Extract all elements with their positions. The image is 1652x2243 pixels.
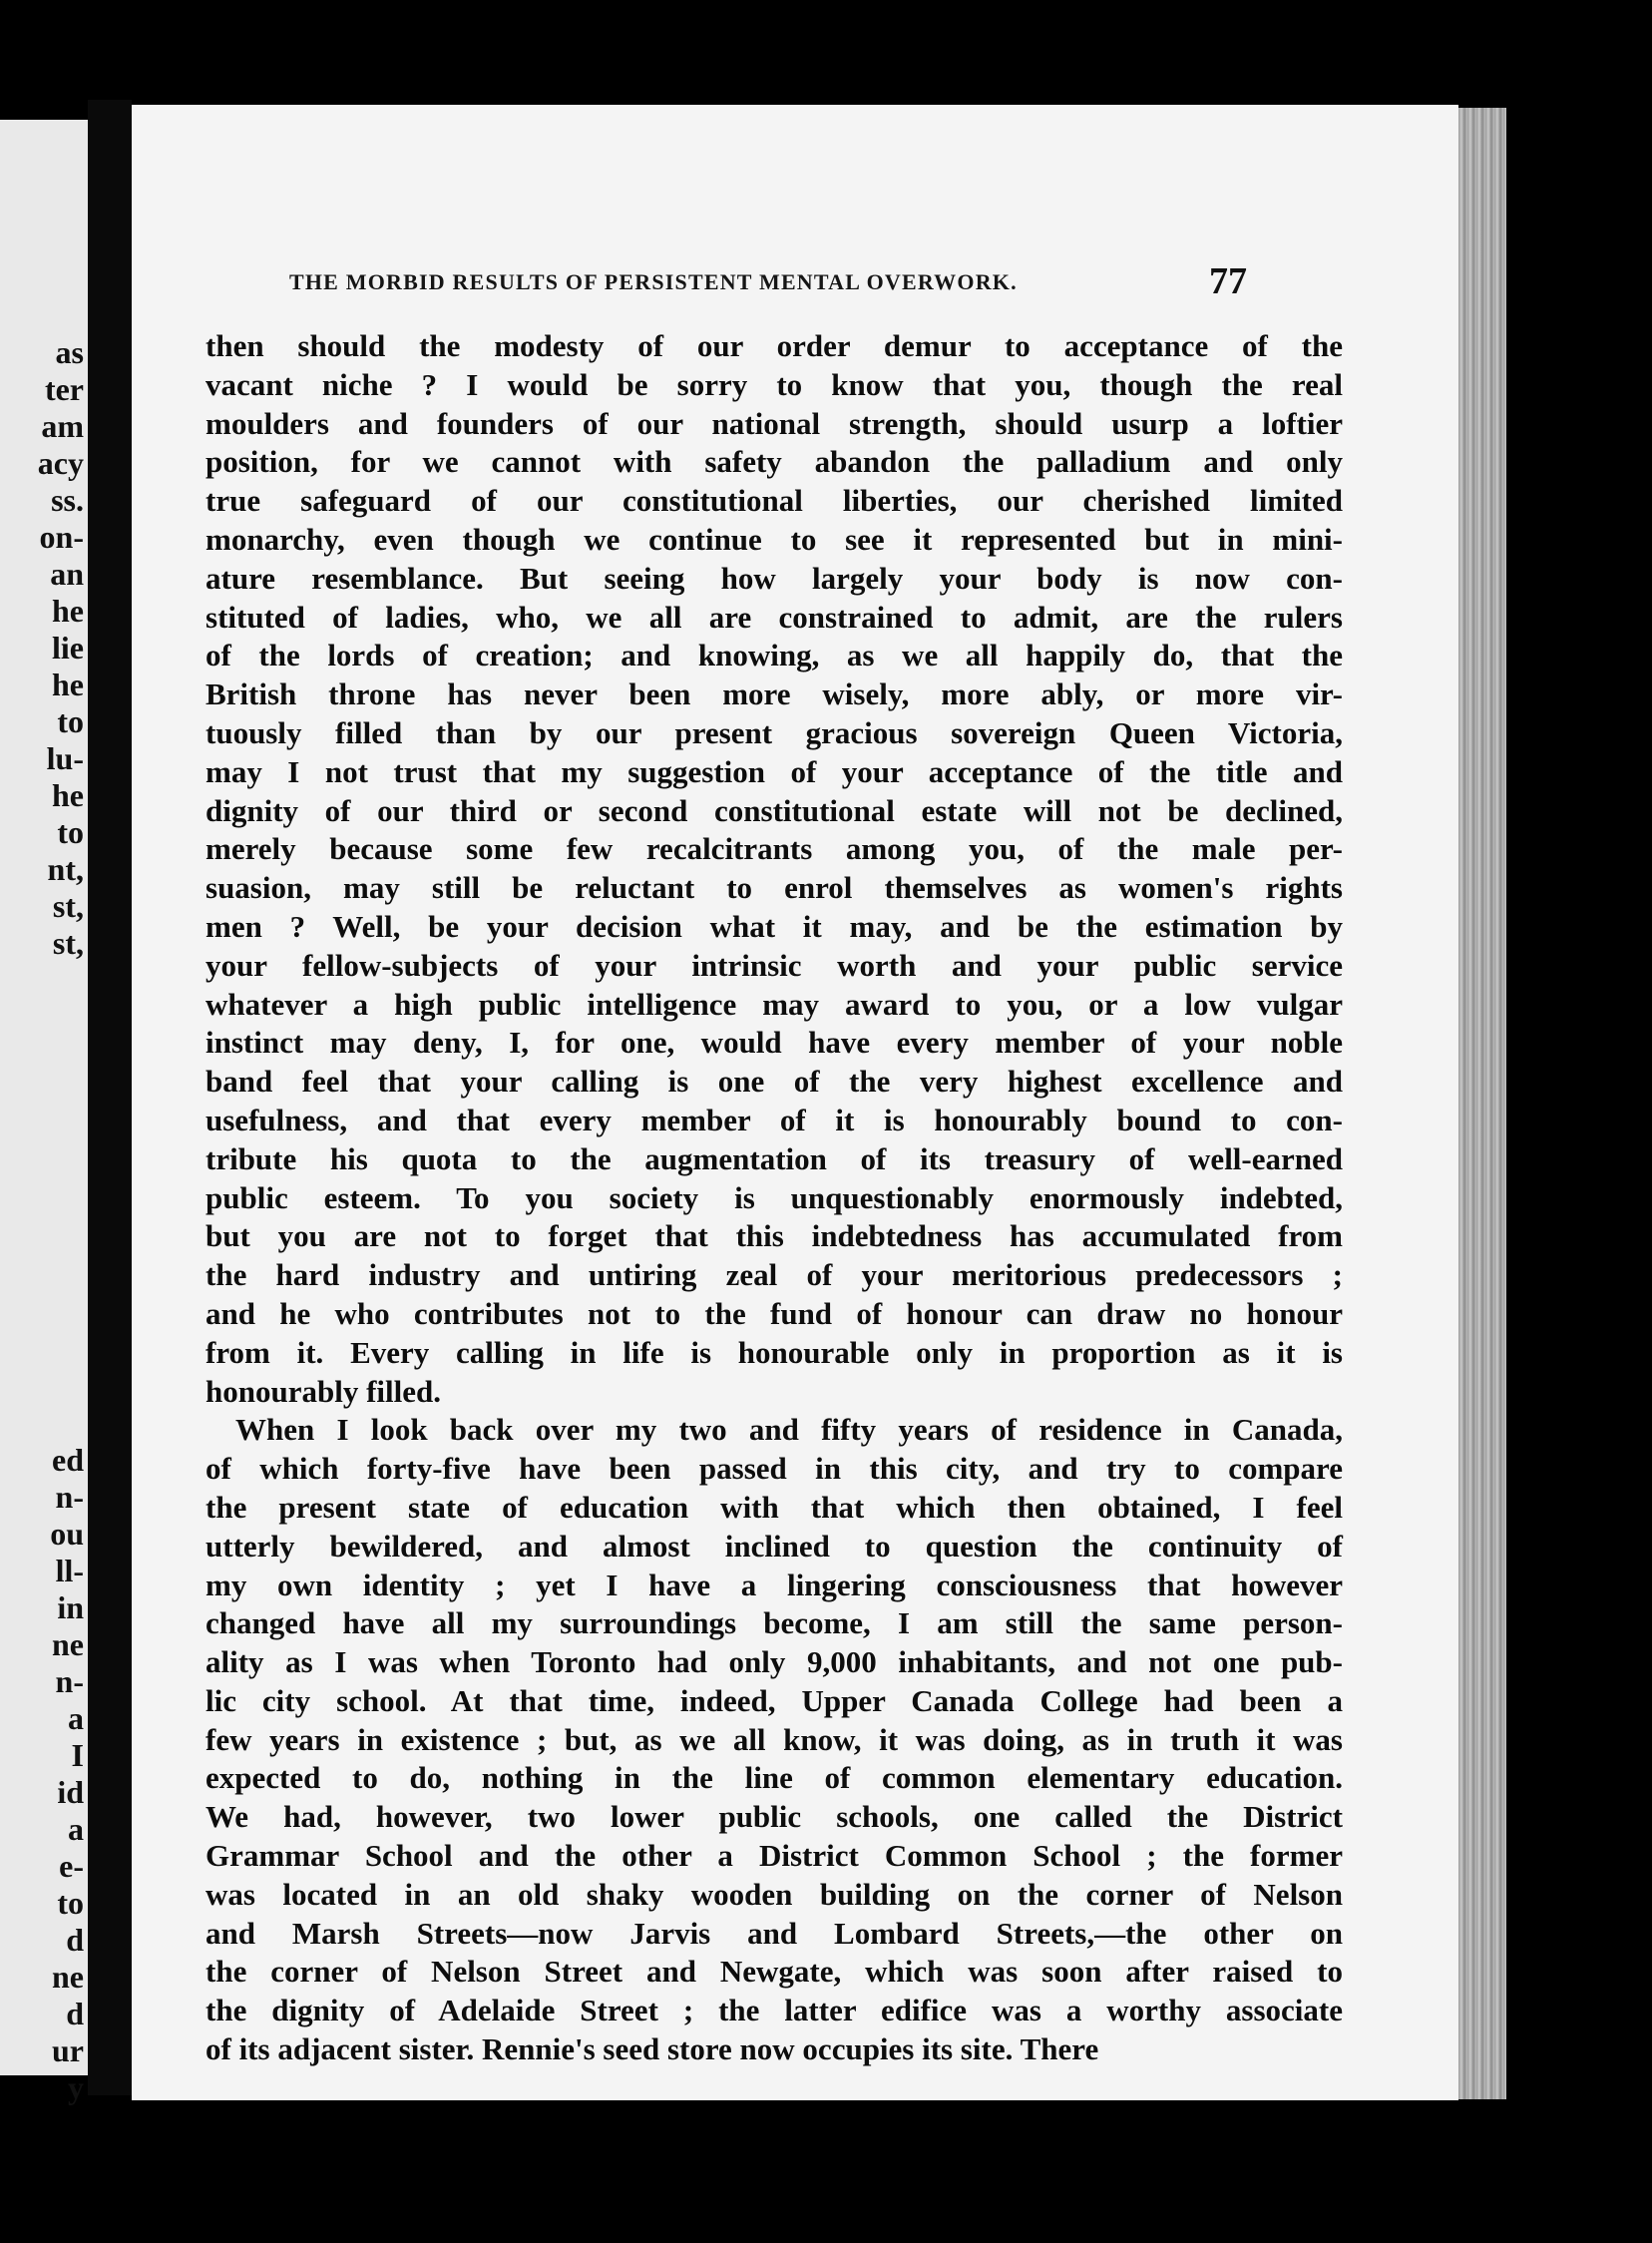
text-line: from it. Every calling in life is honourable only in proportion as it is [206,1334,1343,1370]
text-line: changed have all my surroundings become, I am still the same person- [206,1605,1343,1641]
text-line: stituted of ladies, who, we all are constrained to admit, are the rulers [206,599,1343,635]
left-page-fragment: st, [52,925,84,961]
text-line: of which forty-five have been passed in this city, and try to compare [206,1451,1343,1487]
text-line: the present state of education with that which then obtained, I feel [206,1489,1343,1525]
text-line: usefulness, and that every member of it is honourably bound to con- [206,1102,1343,1137]
left-page-fragment: am [41,408,84,444]
left-page-fragment: ll- [55,1553,84,1588]
text-line: then should the modesty of our order demur to acceptance of the [206,328,1343,363]
left-page-fragment [0,999,84,1036]
left-page-fragment: ne [52,1626,84,1662]
left-page-fragment: y [68,2069,84,2105]
left-page-fragment: he [52,667,84,702]
left-page-fragment: ou [50,1516,84,1552]
left-page-fragment: on- [39,519,84,555]
left-page-fragment: a [68,1811,84,1847]
left-page-fragment: an [50,556,84,592]
text-line: the dignity of Adelaide Street ; the latter edifice was a worthy associate [206,1993,1343,2028]
page-content [132,105,1458,2100]
text-line: position, for we cannot with safety abandon the palladium and only [206,444,1343,480]
left-page-fragment: to [57,814,84,850]
left-page-fragment: id [57,1774,84,1810]
text-line: your fellow-subjects of your intrinsic worth and your public service [206,947,1343,983]
book-gutter [88,100,132,2095]
left-page-fragment: ter [44,371,84,407]
text-line: honourably filled. [206,1373,441,1409]
text-line: expected to do, nothing in the line of common elementary education. [206,1760,1343,1796]
body-text [206,327,1343,2069]
left-page-fragment: in [57,1589,84,1625]
left-page-fragment: n- [55,1479,84,1515]
left-facing-page [0,120,88,2105]
text-line: When I look back over my two and fifty years of residence in Canada, [235,1412,1343,1448]
page-number: 77 [1209,260,1247,302]
left-page-fragment [0,1110,84,1146]
text-line: We had, however, two lower public schools, one called the District [206,1799,1343,1835]
text-line: my own identity ; yet I have a lingering consciousness that however [206,1567,1343,1602]
left-page-fragment: a [68,1700,84,1736]
left-page-fragment: he [52,777,84,813]
left-page-fragment: d [66,1996,84,2031]
running-head [289,259,1247,305]
left-page-fragment: e- [59,1848,84,1884]
text-line: whatever a high public intelligence may award to you, or a low vulgar [206,986,1343,1022]
left-page-fragment: as [55,334,84,370]
left-page-fragment: ed [52,1442,84,1478]
left-page-fragment: to [57,1885,84,1921]
left-page-fragment [0,1073,84,1110]
running-title: THE MORBID RESULTS OF PERSISTENT MENTAL OVERWORK. [289,269,1018,294]
text-line: moulders and founders of our national strength, should usurp a loftier [206,405,1343,441]
text-line: the hard industry and untiring zeal of your meritorious predecessors ; [206,1257,1343,1293]
text-line: British throne has never been more wisely, more ably, or more vir- [206,676,1343,712]
text-line: tribute his quota to the augmentation of its treasury of well-earned [206,1140,1343,1176]
text-line: ality as I was when Toronto had only 9,000 inhabitants, and not one pub- [206,1644,1343,1680]
left-page-fragment [0,1368,84,1405]
left-page-fragment [0,1294,84,1331]
left-page-fragment: lu- [46,740,84,776]
left-page-fragment [0,1331,84,1368]
text-line: men ? Well, be your decision what it may, and be the estimation by [206,908,1343,944]
text-line: suasion, may still be reluctant to enrol themselves as women's rights [206,870,1343,906]
left-page-fragment [0,1220,84,1257]
text-line: of its adjacent sister. Rennie's seed store now occupies its site. There [206,2031,1099,2067]
text-line: Grammar School and the other a District Common School ; the former [206,1838,1343,1874]
text-line: ature resemblance. But seeing how largely your body is now con- [206,560,1343,596]
text-line: instinct may deny, I, for one, would have every member of your noble [206,1025,1343,1061]
text-line: and he who contributes not to the fund of honour can draw no honour [206,1295,1343,1331]
left-page-fragment: ne [52,1959,84,1995]
left-page-fragment: he [52,593,84,629]
left-page-fragment: to [57,703,84,739]
left-page-fragment [0,1036,84,1073]
left-page-fragment: nt, [47,851,84,887]
left-page-fragment: ur [52,2032,84,2068]
left-page-fragment: st, [52,888,84,924]
text-line: few years in existence ; but, as we all know, it was doing, as in truth it was [206,1721,1343,1757]
left-page-fragment [0,962,84,999]
text-line: and Marsh Streets—now Jarvis and Lombard Streets,—the other on [206,1915,1343,1951]
left-page-fragment: ss. [51,482,84,518]
left-page-fragment [0,1183,84,1220]
text-line: may I not trust that my suggestion of your acceptance of the title and [206,753,1343,789]
text-line: but you are not to forget that this indebtedness has accumulated from [206,1218,1343,1254]
text-line: merely because some few recalcitrants among you, of the male per- [206,831,1343,867]
left-page-fragment [0,1146,84,1183]
left-page-fragment: acy [37,445,84,481]
text-line: of the lords of creation; and knowing, as we all happily do, that the [206,638,1343,673]
left-page-fragment: n- [55,1663,84,1699]
page-edges [1458,108,1506,2099]
left-page-fragment: d [66,1922,84,1958]
text-line: utterly bewildered, and almost inclined to question the continuity of [206,1528,1343,1564]
text-line: band feel that your calling is one of the very highest excellence and [206,1064,1343,1100]
left-page-fragment [0,1405,84,1442]
text-line: lic city school. At that time, indeed, Upper Canada College had been a [206,1682,1343,1718]
text-line: vacant niche ? I would be sorry to know that you, though the real [206,366,1343,402]
text-line: true safeguard of our constitutional liberties, our cherished limited [206,483,1343,519]
text-line: public esteem. To you society is unquestionably enormously indebted, [206,1179,1343,1215]
text-line: tuously filled than by our present gracious sovereign Queen Victoria, [206,714,1343,750]
text-line: monarchy, even though we continue to see it represented but in mini- [206,521,1343,557]
left-page-fragment [0,1257,84,1294]
text-line: the corner of Nelson Street and Newgate, which was soon after raised to [206,1954,1343,1990]
left-page-fragment: I [71,1737,84,1773]
text-line: was located in an old shaky wooden building on the corner of Nelson [206,1876,1343,1912]
text-line: dignity of our third or second constitutional estate will not be declined, [206,792,1343,828]
left-page-fragment: lie [52,630,84,666]
left-page-text-fragments [0,334,84,2106]
